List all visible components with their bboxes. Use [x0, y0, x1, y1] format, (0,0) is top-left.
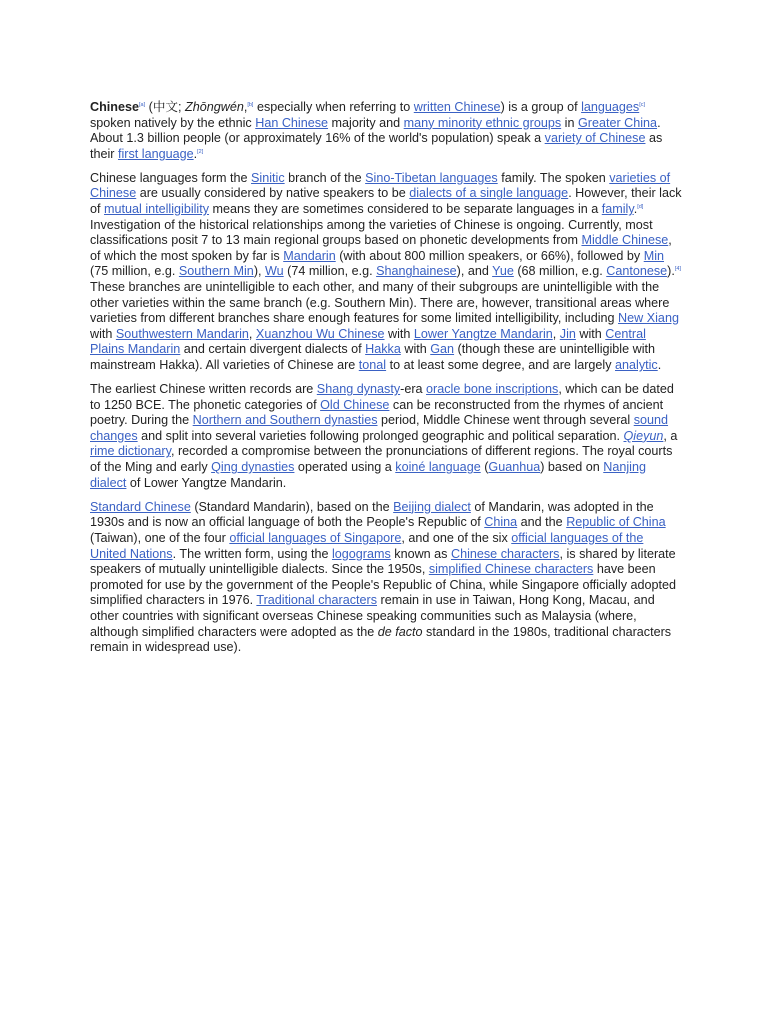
text-run: , a [663, 428, 678, 443]
link-official-languages-of-singapore[interactable]: official languages of Singapore [229, 530, 402, 545]
paragraph-standard-chinese [90, 500, 682, 656]
text-run: ), and [456, 264, 493, 279]
link-nanjing-dialect[interactable]: Nanjing dialect [90, 460, 646, 490]
link-yue[interactable]: Yue [492, 264, 514, 279]
text-run: (75 million, e.g. [90, 264, 179, 279]
text-run: , recorded a compromise between the pronunciations of different regions. The royal courts of the Ming and early [90, 444, 673, 475]
link-family[interactable]: family [601, 202, 634, 217]
text-run: . [193, 146, 198, 161]
text-run: means they are sometimes considered to be separate languages in a [209, 202, 602, 217]
text-run: remain in use in Taiwan, Hong Kong, Macau, and other countries with significant overseas Chinese speaking communities such as Malaysia (where, although simplified characters were adopted as the [90, 593, 655, 639]
footnote-ref-4[interactable]: [4] [674, 266, 681, 273]
text-run: especially when referring to [253, 100, 414, 114]
link-northern-and-southern-dynasties[interactable]: Northern and Southern dynasties [192, 413, 378, 428]
link-republic-of-china[interactable]: Republic of China [566, 515, 666, 530]
text-run: ), [253, 264, 266, 279]
text-run: These branches are unintelligible to each other, and many of their subgroups are unintelligible with the other varieties within the same branch (e.g. Southern Min). There are, however, transitional areas where varieties from different branches share enough features for some limited intelligibility, including [90, 280, 670, 326]
link-sino-tibetan-languages[interactable]: Sino-Tibetan languages [365, 170, 498, 185]
text-run: in [561, 115, 578, 130]
text-run: branch of the [284, 170, 366, 185]
footnote-ref-b[interactable]: [b] [247, 102, 254, 108]
text-run: as their [90, 131, 663, 161]
link-cantonese[interactable]: Cantonese [606, 264, 668, 279]
link-variety-of-chinese[interactable]: variety of Chinese [544, 131, 646, 146]
text-run: with [384, 326, 414, 341]
link-han-chinese[interactable]: Han Chinese [255, 115, 329, 130]
text-run: (68 million, e.g. [513, 264, 607, 279]
link-central-plains-mandarin[interactable]: Central Plains Mandarin [90, 326, 646, 357]
link-shang-dynasty[interactable]: Shang dynasty [316, 382, 401, 397]
text-run: and the [517, 515, 567, 530]
text-run: (with about 800 million speakers, or 66%), followed by [335, 248, 644, 263]
text-run: standard in the 1980s, traditional characters remain in widespread use). [90, 624, 672, 655]
link-simplified-chinese-characters[interactable]: simplified Chinese characters [428, 562, 594, 577]
paragraph-classification [90, 171, 682, 374]
link-oracle-bone-inscriptions[interactable]: oracle bone inscriptions [426, 382, 559, 397]
text-run: and split into several varieties following prolonged geographic and political separation. [137, 428, 624, 443]
italic-text: Zhōngwén [185, 100, 244, 114]
italic-text: de facto [377, 624, 423, 639]
text-run: , [552, 326, 560, 341]
text-run: of Lower Yangtze Mandarin. [126, 475, 287, 490]
article-subject: Chinese [90, 100, 139, 114]
link-first-language[interactable]: first language [118, 146, 194, 161]
link-analytic[interactable]: analytic [615, 358, 658, 372]
text-run: have been promoted for use by the government of the People's Republic of China, while Singapore officially adopted simplified characters in 1976. [90, 562, 677, 608]
text-run: Investigation of the historical relationships among the varieties of Chinese is ongoing. Currently, most classifications posit 7 to 13 main regional groups based on phonetic developments from [90, 217, 653, 248]
link-hakka[interactable]: Hakka [365, 342, 401, 357]
text-run: . The written form, using the [172, 546, 332, 561]
text-run: with [90, 326, 116, 341]
link-languages[interactable]: languages [581, 100, 640, 114]
link-mutual-intelligibility[interactable]: mutual intelligibility [104, 202, 210, 217]
text-run: and certain divergent dialects of [180, 342, 366, 357]
link-beijing-dialect[interactable]: Beijing dialect [393, 499, 471, 514]
footnote-ref-a[interactable]: [a] [139, 102, 146, 108]
link-traditional-characters[interactable]: Traditional characters [256, 593, 377, 608]
link-mandarin[interactable]: Mandarin [283, 248, 336, 263]
link-southwestern-mandarin[interactable]: Southwestern Mandarin [115, 326, 249, 341]
link-chinese-characters[interactable]: Chinese characters [450, 546, 560, 561]
text-run: , is shared by literate speakers of mutually unintelligible dialects. Since the 1950s, [90, 546, 676, 577]
footnote-ref-d[interactable]: [d] [637, 204, 644, 211]
link-sound-changes[interactable]: sound changes [90, 413, 669, 443]
link-koine-language[interactable]: koiné language [395, 460, 481, 475]
text-run: -era [400, 382, 427, 397]
text-run: of Mandarin, was adopted in the 1930s and is now an official language of both the People's Republic of [90, 499, 654, 530]
text-run: (Taiwan), one of the four [90, 530, 230, 545]
paragraph-history [90, 382, 682, 491]
text-run: , and one of the six [401, 530, 512, 545]
link-standard-chinese[interactable]: Standard Chinese [90, 499, 191, 514]
text-run: , [243, 100, 248, 114]
link-greater-china[interactable]: Greater China [577, 115, 658, 130]
text-run: ) based on [540, 460, 604, 475]
link-middle-chinese[interactable]: Middle Chinese [581, 233, 669, 248]
text-run: (中文; [145, 100, 186, 114]
link-tonal[interactable]: tonal [358, 358, 387, 372]
text-run: ). [667, 264, 675, 279]
text-run: known as [390, 546, 451, 561]
text-run: period, Middle Chinese went through several [377, 413, 634, 428]
link-many-minority-ethnic-groups[interactable]: many minority ethnic groups [403, 115, 562, 130]
link-logograms[interactable]: logograms [331, 546, 391, 561]
text-run: , which can be dated to 1250 BCE. The phonetic categories of [90, 382, 674, 412]
text-run: (though these are unintelligible with mainstream Hakka). All varieties of Chinese are [90, 342, 655, 372]
text-run: , [248, 326, 256, 341]
text-run: with [575, 326, 606, 341]
text-run: . About 1.3 billion people (or approximately 16% of the world's population) speak a [90, 115, 661, 146]
text-run: (74 million, e.g. [283, 264, 377, 279]
link-min[interactable]: Min [643, 248, 665, 263]
text-run: . [657, 358, 662, 372]
link-qing-dynasties[interactable]: Qing dynasties [211, 460, 295, 475]
link-varieties-of-chinese[interactable]: varieties of Chinese [90, 170, 671, 201]
text-run: majority and [328, 115, 404, 130]
text-run: are usually considered by native speakers to be [136, 186, 410, 201]
link-gan[interactable]: Gan [430, 342, 455, 357]
footnote-ref-c[interactable]: [c] [639, 102, 646, 108]
text-run: Chinese languages form the [90, 170, 252, 185]
text-run: family. The spoken [497, 170, 610, 185]
text-run: (Standard Mandarin), based on the [190, 499, 394, 514]
link-dialects-of-a-single-language[interactable]: dialects of a single language [409, 186, 569, 201]
link-xuanzhou-wu-chinese[interactable]: Xuanzhou Wu Chinese [255, 326, 385, 341]
link-old-chinese[interactable]: Old Chinese [320, 397, 390, 412]
text-run: . However, their lack of [90, 186, 682, 217]
text-run: with [400, 342, 431, 357]
text-run: . [633, 202, 638, 217]
link-lower-yangtze-mandarin[interactable]: Lower Yangtze Mandarin [413, 326, 553, 341]
link-new-xiang[interactable]: New Xiang [618, 311, 679, 326]
text-run: ( [480, 460, 489, 475]
link-rime-dictionary[interactable]: rime dictionary [90, 444, 171, 459]
text-run: can be reconstructed from the rhymes of ancient poetry. During the [90, 397, 664, 428]
paragraph-intro [90, 100, 682, 162]
text-run: spoken natively by the ethnic [90, 115, 256, 130]
link-official-languages-of-the-united-nations[interactable]: official languages of the United Nations [90, 530, 644, 561]
text-run: ) is a group of [500, 100, 582, 114]
link-sinitic[interactable]: Sinitic [251, 170, 285, 185]
footnote-ref-2[interactable]: [2] [197, 148, 204, 155]
link-jin[interactable]: Jin [559, 326, 576, 341]
link-shanghainese[interactable]: Shanghainese [376, 264, 457, 279]
link-southern-min[interactable]: Southern Min [178, 264, 254, 279]
text-run: , of which the most spoken by far is [90, 233, 672, 263]
text-run: operated using a [294, 460, 396, 475]
article-body [90, 100, 682, 664]
link-written-chinese[interactable]: written Chinese [413, 100, 501, 114]
link-guanhua[interactable]: Guanhua [488, 460, 541, 475]
link-china[interactable]: China [484, 515, 518, 530]
text-run: The earliest Chinese written records are [90, 382, 317, 397]
link-wu[interactable]: Wu [265, 264, 284, 279]
text-run: to at least some degree, and are largely [386, 358, 616, 372]
link-qieyun[interactable]: Qieyun [623, 428, 664, 443]
